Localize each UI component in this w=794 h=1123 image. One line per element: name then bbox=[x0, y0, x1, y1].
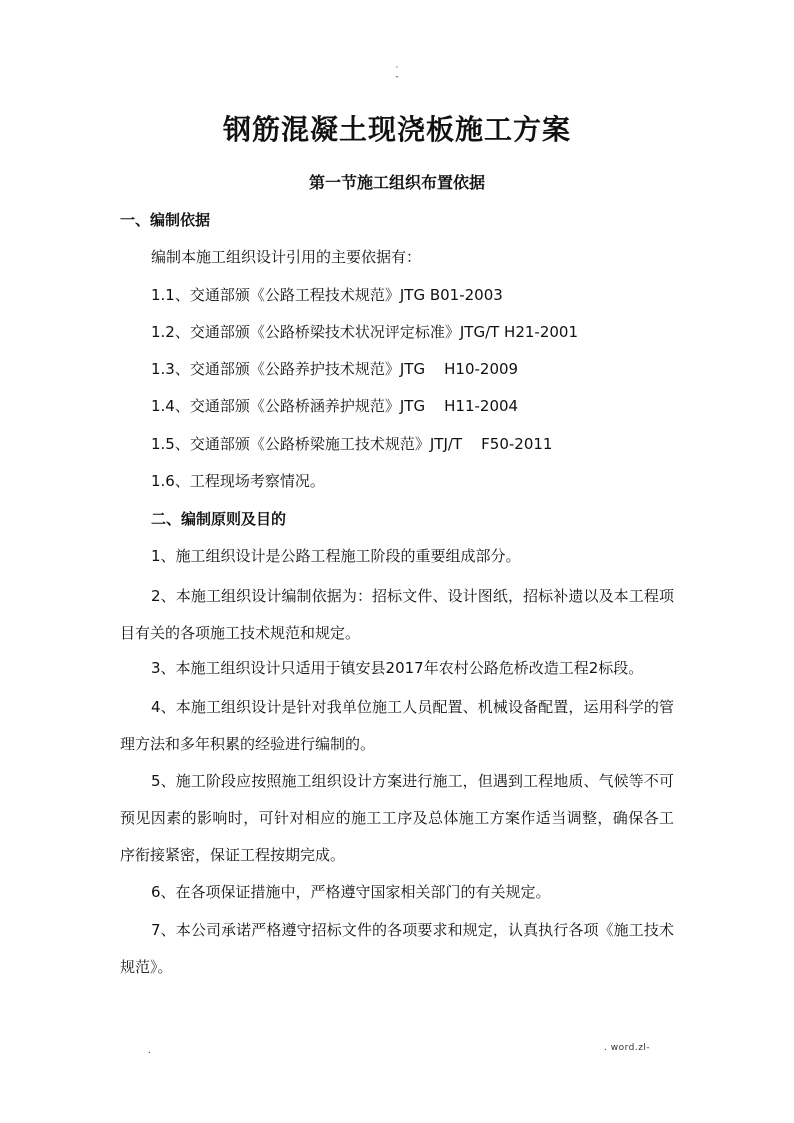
principle-5: 5、施工阶段应按照施工组织设计方案进行施工，但遇到工程地质、气候等不可预见因素的影响时，可针对相应的施工工序及总体施工方案作适当调整，确保各工序衔接紧密，保证工程按期完成。 bbox=[120, 772, 674, 864]
basis-item-1: 1.1、交通部颁《公路工程技术规范》JTG B01-2003 bbox=[151, 286, 503, 304]
document-title: 钢筋混凝土现浇板施工方案 bbox=[222, 113, 571, 146]
footer-left-mark: . bbox=[148, 1046, 151, 1056]
principle-6: 6、在各项保证措施中，严格遵守国家相关部门的有关规定。 bbox=[151, 883, 551, 901]
principle-4: 4、本施工组织设计是针对我单位施工人员配置、机械设备配置，运用科学的管理方法和多年积累的经验进行编制的。 bbox=[120, 698, 674, 753]
principle-3: 3、本施工组织设计只适用于镇安县2017年农村公路危桥改造工程2标段。 bbox=[151, 659, 644, 677]
header-mark-dot: · bbox=[395, 63, 399, 73]
basis-item-2: 1.2、交通部颁《公路桥梁技术状况评定标准》JTG/T H21-2001 bbox=[151, 323, 579, 341]
heading-basis: 一、编制依据 bbox=[120, 211, 211, 229]
basis-intro: 编制本施工组织设计引用的主要依据有： bbox=[151, 248, 422, 266]
header-mark bbox=[0, 64, 794, 82]
section-title: 第一节施工组织布置依据 bbox=[308, 173, 485, 192]
principle-7: 7、本公司承诺严格遵守招标文件的各项要求和规定，认真执行各项《施工技术规范》。 bbox=[120, 921, 674, 976]
basis-item-3: 1.3、交通部颁《公路养护技术规范》JTG H10-2009 bbox=[151, 360, 519, 378]
principle-1: 1、施工组织设计是公路工程施工阶段的重要组成部分。 bbox=[151, 547, 521, 565]
principle-2: 2、本施工组织设计编制依据为：招标文件、设计图纸，招标补遗以及本工程项目有关的各项施工技术规范和规定。 bbox=[120, 587, 674, 642]
basis-item-4: 1.4、交通部颁《公路桥涵养护规范》JTG H11-2004 bbox=[151, 397, 519, 415]
basis-item-5: 1.5、交通部颁《公路桥梁施工技术规范》JTJ/T F50-2011 bbox=[151, 435, 553, 453]
basis-item-6: 1.6、工程现场考察情况。 bbox=[151, 472, 325, 490]
header-mark-dash: - bbox=[395, 72, 399, 82]
heading-principles: 二、编制原则及目的 bbox=[151, 510, 287, 528]
footer-watermark: . word.zl- bbox=[604, 1043, 651, 1053]
